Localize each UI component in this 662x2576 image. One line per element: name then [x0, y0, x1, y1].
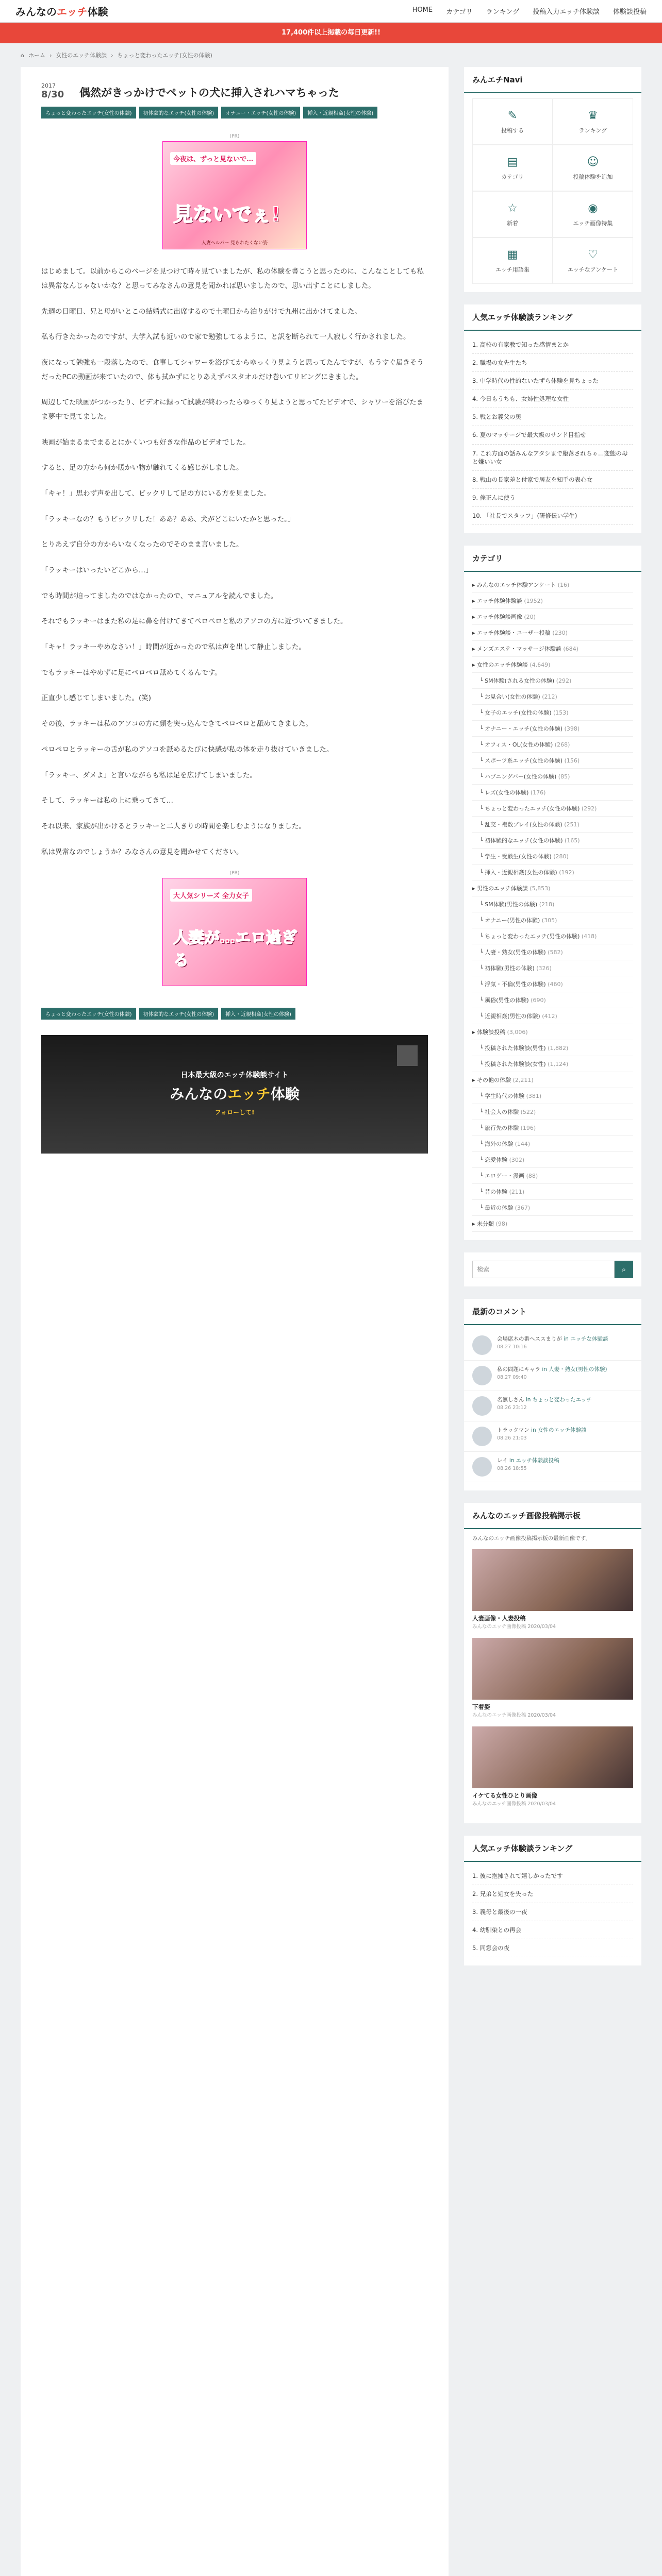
category-count: (211): [509, 1189, 525, 1196]
category-item[interactable]: └ オフィス・OL(女性の体験) (268): [472, 737, 633, 753]
comment-item[interactable]: [464, 1421, 641, 1452]
category-item[interactable]: └ 学生時代の体験 (381): [472, 1088, 633, 1104]
ad-banner-bottom[interactable]: [162, 878, 307, 986]
category-name: オフィス・OL(女性の体験): [485, 741, 553, 749]
comment-author: トラックマン: [497, 1427, 529, 1434]
notice-bar[interactable]: 17,400件以上掲載の毎日更新!!: [0, 23, 662, 43]
navi-item[interactable]: [553, 191, 633, 238]
category-list: [464, 577, 641, 1232]
category-name: 未分類: [477, 1221, 494, 1228]
ranking-item[interactable]: 10. 「社長でスタッフ」(研修伝い学生): [472, 507, 633, 525]
ranking-item[interactable]: 1. 高校の有家教で知った感情まとか: [472, 336, 633, 354]
post-date: [41, 82, 72, 100]
ranking-list: [464, 336, 641, 525]
category-name: 近親相姦(男性の体験): [485, 1013, 540, 1020]
category-name: エッチ体験談・ユーザー投稿: [477, 630, 551, 637]
search-input[interactable]: [472, 1261, 615, 1278]
article-paragraph: それ以来、家族が出かけるとラッキーと二人きりの時間を楽しむようになりました。: [41, 822, 306, 831]
category-name: エッチ体験体験談: [477, 598, 522, 605]
article-paragraph: 「ラッキー、ダメよ」と言いながらも私は足を広げてしまいました。: [41, 771, 257, 779]
category-name: 社会人の体験: [485, 1109, 519, 1116]
book-icon: ▦: [507, 248, 518, 261]
tag[interactable]: 挿入・近親相姦(女性の体験): [221, 1008, 295, 1020]
pencil-icon: ✎: [507, 109, 518, 122]
image-meta: みんなのエッチ画像投稿 2020/03/04: [472, 1712, 556, 1718]
ad-figure-bottom: [41, 871, 428, 986]
search-icon: ⌕: [621, 1265, 626, 1274]
category-name: ちょっと変わったエッチ(男性の体験): [485, 933, 580, 940]
category-item[interactable]: └ 乱交・複数プレイ(女性の体験) (251): [472, 817, 633, 833]
category-item[interactable]: └ オナニー・エッチ(女性の体験) (398): [472, 721, 633, 737]
navi-item-label: エッチなアンケート: [567, 266, 619, 273]
category-count: (85): [558, 773, 570, 781]
navi-item[interactable]: [472, 238, 553, 284]
article-paragraph: とりあえず自分の方からいなくなったのでそのまま言いました。: [41, 540, 243, 549]
category-item[interactable]: └ 恋愛体験 (302): [472, 1152, 633, 1168]
comment-item[interactable]: [464, 1361, 641, 1391]
navi-item[interactable]: [472, 191, 553, 238]
category-item[interactable]: └ 投稿された体験談(女性) (1,124): [472, 1056, 633, 1072]
article-paragraph: 正直少し感じてしまいました。(笑): [41, 694, 152, 703]
ranking-item[interactable]: 5. 戦とお義父の奥: [472, 408, 633, 426]
comment-date: 08.27 10:16: [497, 1344, 527, 1350]
article-paragraph: 「キャ！」思わず声を出して、ビックリして足の方にいる方を見ました。: [41, 489, 271, 498]
category-name: 初体験(男性の体験): [485, 965, 535, 972]
post-month-day: 8/30: [41, 89, 64, 100]
category-count: (582): [548, 949, 563, 956]
site-logo[interactable]: みんなのエッチ体験: [15, 6, 108, 18]
image-board-widget: [464, 1503, 641, 1823]
ad-banner[interactable]: [162, 141, 307, 249]
image-meta: みんなのエッチ画像投稿 2020/03/04: [472, 1623, 556, 1630]
comment-item[interactable]: [464, 1452, 641, 1482]
article-paragraph: 映画が始まるまでまるとにかくいつも好きな作品のビデオでした。: [41, 438, 250, 447]
banner-main-text: 見ないでぇ!: [173, 203, 280, 226]
ranking-widget-2: [464, 1836, 641, 1965]
category-count: (20): [524, 614, 536, 621]
comment-item[interactable]: [464, 1330, 641, 1361]
avatar: [472, 1427, 492, 1446]
ranking-item[interactable]: 1. 彼に抱擁されて嬉しかったです: [472, 1867, 633, 1885]
comment-article[interactable]: in エッチ体験談投稿: [509, 1458, 559, 1464]
breadcrumb-home[interactable]: ホーム: [28, 52, 45, 59]
comment-text: [497, 1457, 559, 1477]
article-title: 偶然がきっかけでペットの犬に挿入されハマちゃった: [79, 87, 339, 99]
category-name: 旅行先の体験: [485, 1125, 519, 1132]
category-count: (326): [536, 965, 552, 972]
ranking-item[interactable]: 4. 幼馴染との再会: [472, 1921, 633, 1939]
article-paragraph: それでもラッキーはまた私の足に鼻を付けてきてペロペロと私のアソコの方に近づいてきました。: [41, 617, 347, 626]
navi-item-label: エッチ画像特集: [573, 219, 613, 227]
folder-icon: ▤: [507, 155, 518, 168]
image-board: [464, 1534, 641, 1807]
category-count: (2,211): [512, 1077, 534, 1084]
category-count: (302): [509, 1157, 525, 1164]
ranking-icon: ♛: [588, 109, 598, 122]
category-item[interactable]: └ 社会人の体験 (522): [472, 1104, 633, 1120]
category-item[interactable]: └ 女子のエッチ(女性の体験) (153): [472, 705, 633, 721]
category-name: エッチ体験談画像: [477, 614, 522, 621]
comment-author: 名無しさん: [497, 1397, 524, 1403]
article-paragraph: 私も行きたかったのですが、大学入試も近いので家で勉強してるように、と訳を断られて一人寂しく行かされました。: [41, 333, 410, 342]
category-item[interactable]: ▸ エッチ体験体験談 (1952): [472, 593, 633, 609]
image-meta: みんなのエッチ画像投稿 2020/03/04: [472, 1801, 556, 1807]
nav-category[interactable]: カテゴリ: [446, 8, 473, 16]
article-paragraph: 先週の日曜日、兄と母がいとこの結婚式に出席するので土曜日から泊りがけで九州に出かけてました。: [41, 307, 361, 316]
category-name: 人妻・熟女(男性の体験): [485, 949, 546, 956]
comments-widget: [464, 1299, 641, 1490]
user-icon: ☺: [587, 155, 599, 168]
search-button[interactable]: [615, 1261, 633, 1278]
comment-author: 会場席木の番ヘススまりが: [497, 1336, 562, 1343]
navi-item[interactable]: [553, 238, 633, 284]
category-name: 昔の体験: [485, 1189, 508, 1196]
tag[interactable]: 初体験的なエッチ(女性の体験): [139, 1008, 219, 1020]
category-count: (292): [556, 677, 572, 685]
category-item[interactable]: ▸ 未分類 (98): [472, 1216, 633, 1232]
category-count: (212): [542, 693, 557, 701]
navi-item-label: 投稿体験を追加: [573, 173, 613, 180]
comment-text: [497, 1335, 608, 1355]
article-paragraph: でもラッキーはやめずに足にペロペロ舐めてくるんです。: [41, 668, 222, 677]
category-count: (1952): [524, 598, 543, 605]
ranking-item[interactable]: 2. 兄弟と処女を失った: [472, 1885, 633, 1903]
twitter-icon: [397, 1045, 418, 1066]
avatar: [472, 1366, 492, 1385]
category-item[interactable]: └ 海外の体験 (144): [472, 1136, 633, 1152]
navi-item[interactable]: [553, 98, 633, 145]
article-paragraph: 私は異常なのでしょうか？みなさんの意見を聞かせてください。: [41, 848, 243, 856]
category-name: オナニー・エッチ(女性の体験): [485, 725, 563, 733]
category-item[interactable]: └ 投稿された体験談(男性) (1,882): [472, 1040, 633, 1056]
image-thumbnail: [472, 1638, 633, 1700]
comment-author: レイ: [497, 1458, 508, 1464]
image-caption: 人妻画像・人妻投稿: [472, 1614, 526, 1622]
ranking-item[interactable]: 3. 中学時代の性的ないたずら体験を見ちょった: [472, 372, 633, 390]
category-count: (16): [557, 582, 570, 589]
pr-label: (PR): [229, 871, 240, 876]
comment-author: 私の問題にキャラ: [497, 1366, 540, 1373]
navi-item-label: ランキング: [578, 127, 607, 134]
category-item[interactable]: ▸ その他の体験 (2,211): [472, 1072, 633, 1088]
navi-item-label: 投稿する: [501, 127, 524, 134]
category-item[interactable]: └ 昔の体験 (211): [472, 1184, 633, 1200]
category-count: (381): [526, 1093, 542, 1100]
ranking-item[interactable]: 4. 今日もうちも、女姉性処理な女性: [472, 390, 633, 408]
category-name: その他の体験: [477, 1077, 511, 1084]
ranking-item[interactable]: 9. 俺正んに使う: [472, 489, 633, 507]
category-name: 恋愛体験: [485, 1157, 508, 1164]
category-count: (1,124): [548, 1061, 569, 1068]
category-name: 挿入・近親相姦(女性の体験): [485, 869, 557, 876]
pr-label: (PR): [229, 134, 240, 140]
ranking-item[interactable]: 5. 同窓会の夜: [472, 1939, 633, 1957]
navi-item[interactable]: [472, 145, 553, 191]
article-paragraph: 「ラッキーなの？もうビックリした！ああ？ああ、犬がどこにいたかと思った。」: [41, 515, 295, 523]
category-item[interactable]: ▸ 女性のエッチ体験談 (4,649): [472, 657, 633, 673]
comment-date: 08.26 18:55: [497, 1465, 527, 1471]
follow-banner-cta: フォローして!: [214, 1108, 255, 1116]
widget-title: 最新のコメント: [464, 1299, 641, 1325]
category-count: (192): [559, 869, 574, 876]
comment-text: [497, 1427, 586, 1446]
search-widget: [464, 1252, 641, 1286]
category-item[interactable]: └ ハプニングバー(女性の体験) (85): [472, 769, 633, 785]
category-name: エロゲー・漫画: [485, 1173, 525, 1180]
nav-ranking[interactable]: ランキング: [486, 8, 520, 16]
image-card[interactable]: [472, 1726, 633, 1807]
category-name: オナニー(男性の体験): [485, 917, 540, 924]
article-paragraph: すると、足の方から何か暖かい物が触れてくる感じがしました。: [41, 464, 243, 472]
tag[interactable]: 初体験的なエッチ(女性の体験): [139, 107, 219, 118]
breadcrumb-sep: ›: [111, 52, 113, 59]
nav-home[interactable]: HOME: [412, 6, 433, 14]
category-item[interactable]: └ オナニー(男性の体験) (305): [472, 912, 633, 928]
article-paragraph: ペロペロとラッキーの舌が私のアソコを舐めるたびに快感が私の体を走り抜けていきました。: [41, 745, 334, 754]
category-name: 学生時代の体験: [485, 1093, 525, 1100]
navi-widget: [464, 67, 641, 292]
image-caption: 下着姿: [472, 1703, 490, 1710]
category-name: メンズエステ・マッサージ体験談: [477, 646, 561, 653]
category-name: 学生・受験生(女性の体験): [485, 853, 552, 860]
widget-title: 人気エッチ体験談ランキング: [464, 304, 641, 331]
follow-banner-logo: みんなのエッチ体験: [170, 1085, 300, 1103]
ranking-item[interactable]: 7. これ方面の話みんなアタシまで堕落されちゃ…変態の母と嫌いい女: [472, 445, 633, 471]
home-icon: ⌂: [21, 52, 24, 59]
ranking-widget: [464, 304, 641, 533]
sidebar: [464, 67, 641, 2576]
category-count: (292): [581, 805, 597, 812]
category-item[interactable]: └ 浮気・不倫(男性の体験) (460): [472, 976, 633, 992]
comment-text: [497, 1366, 607, 1385]
comment-date: 08.27 09:40: [497, 1374, 527, 1380]
category-count: (3,006): [507, 1029, 528, 1036]
avatar: [472, 1335, 492, 1355]
article-paragraph: でも時間が迫ってましたのではなかったので、マニュアルを読んでました。: [41, 591, 278, 600]
category-item[interactable]: └ スポーツ系エッチ(女性の体験) (156): [472, 753, 633, 769]
category-count: (144): [515, 1141, 531, 1148]
article: [21, 67, 449, 2576]
category-count: (176): [530, 789, 546, 796]
breadcrumb-subcategory[interactable]: ちょっと変わったエッチ(女性の体験): [117, 52, 212, 59]
comment-article[interactable]: in 女性のエッチ体験談: [531, 1427, 587, 1434]
banner-main-text: 人妻が…エロ過ぎる: [173, 929, 297, 970]
category-item[interactable]: └ ちょっと変わったエッチ(女性の体験) (292): [472, 801, 633, 817]
widget-title: 人気エッチ体験談ランキング: [464, 1836, 641, 1862]
tag-list: [41, 100, 428, 129]
category-count: (418): [581, 933, 597, 940]
follow-banner-tagline: 日本最大級のエッチ体験談サイト: [180, 1071, 289, 1079]
navi-item[interactable]: [472, 98, 553, 145]
ranking-item[interactable]: 6. 夏のマッサージで最大級のサンド目指せ: [472, 426, 633, 444]
category-item[interactable]: ▸ 体験談投稿 (3,006): [472, 1024, 633, 1040]
category-count: (5,853): [529, 885, 551, 892]
heart-icon: ♡: [588, 248, 598, 261]
article-paragraph: 夜になって勉強も一段落したので、食事してシャワーを浴びてからゆっくり見ようと思ってたんですが、もうすぐ届きそうだったPCの動画が来ていたので、体も拭かずにとりあえずバスタオルだけ巻いてリビングにきました。: [41, 359, 424, 381]
category-item[interactable]: └ 近親相姦(男性の体験) (412): [472, 1008, 633, 1024]
category-item[interactable]: └ 人妻・熟女(男性の体験) (582): [472, 944, 633, 960]
category-item[interactable]: └ ちょっと変わったエッチ(男性の体験) (418): [472, 928, 633, 944]
category-item[interactable]: ▸ みんなのエッチ体験アンケート (16): [472, 577, 633, 593]
banner-top-text: 大人気シリーズ 全力女子: [170, 889, 252, 902]
tag[interactable]: 挿入・近親相姦(女性の体験): [303, 107, 377, 118]
nav-posted[interactable]: 投稿入力エッチ体験談: [533, 8, 600, 16]
category-item[interactable]: └ 風俗(男性の体験) (690): [472, 992, 633, 1008]
breadcrumb-category[interactable]: 女性のエッチ体験談: [56, 52, 107, 59]
widget-title: みんエチNavi: [464, 67, 641, 93]
category-name: レズ(女性の体験): [485, 789, 529, 796]
category-name: 最近の体験: [485, 1205, 514, 1212]
breadcrumb-sep: ›: [49, 52, 52, 59]
article-body: [41, 265, 428, 859]
comment-list: [464, 1330, 641, 1482]
category-name: 乱交・複数プレイ(女性の体験): [485, 821, 562, 828]
banner-sub-text: 人妻ヘルパー 見られたくない姿: [201, 241, 268, 246]
category-name: スポーツ系エッチ(女性の体験): [485, 757, 563, 765]
category-name: 投稿された体験談(男性): [485, 1045, 546, 1052]
category-name: 風俗(男性の体験): [485, 997, 529, 1004]
article-paragraph: はじめまして。以前からこのページを見つけて時々見ていましたが、私の体験を書こうと思ったのに、こんなことしても私は異常なんじゃないかな？と思ってみなさんの意見を聞かれば思いましたので、思い出すことにしました。: [41, 267, 424, 291]
tag[interactable]: オナニー・エッチ(女性の体験): [221, 107, 300, 118]
article-paragraph: 周辺してた映画がつかったり、ビデオに録って試験が終わったらゆっくり見ようと思ってたビデオで、シャワーを浴びたまま夢中で見てました。: [41, 398, 424, 421]
image-caption: イケてる女性ひとり画像: [472, 1791, 538, 1799]
post-year: 2017: [41, 82, 56, 89]
category-count: (1,882): [548, 1045, 569, 1052]
comment-date: 08.26 23:12: [497, 1404, 527, 1411]
global-nav: [412, 6, 647, 16]
category-item[interactable]: └ 最近の体験 (367): [472, 1200, 633, 1216]
category-count: (196): [520, 1125, 536, 1132]
category-item[interactable]: └ 挿入・近親相姦(女性の体験) (192): [472, 865, 633, 880]
category-item[interactable]: ▸ エッチ体験談画像 (20): [472, 609, 633, 625]
navi-item-label: エッチ用語集: [495, 266, 529, 273]
camera-icon: ◉: [588, 201, 598, 215]
category-name: SM体験(男性の体験): [485, 901, 538, 908]
article-paragraph: その後、ラッキーは私のアソコの方に顔を突っ込んできてペロペロと舐めてきました。: [41, 720, 312, 728]
category-name: 投稿された体験談(女性): [485, 1061, 546, 1068]
search-form: [464, 1261, 641, 1278]
article-paragraph: 「ラッキーはいったいどこから…」: [41, 566, 153, 575]
category-name: 女子のエッチ(女性の体験): [485, 709, 552, 717]
category-name: 体験談投稿: [477, 1029, 506, 1036]
category-count: (412): [542, 1013, 557, 1020]
tag[interactable]: ちょっと変わったエッチ(女性の体験): [41, 107, 136, 118]
category-name: SM体験(される女性の体験): [485, 677, 555, 685]
image-card[interactable]: [472, 1638, 633, 1718]
top-navbar: [0, 0, 662, 23]
comment-article[interactable]: in ちょっと変わったエッチ: [525, 1397, 592, 1403]
image-card[interactable]: [472, 1549, 633, 1630]
navi-item-label: 新着: [507, 219, 518, 227]
category-item[interactable]: └ レズ(女性の体験) (176): [472, 785, 633, 801]
category-count: (165): [565, 837, 580, 844]
category-item[interactable]: └ SM体験(される女性の体験) (292): [472, 673, 633, 689]
category-name: ちょっと変わったエッチ(女性の体験): [485, 805, 580, 812]
category-name: 女性のエッチ体験談: [477, 662, 528, 669]
category-count: (4,649): [529, 662, 551, 669]
category-count: (88): [526, 1173, 538, 1180]
navi-item[interactable]: [553, 145, 633, 191]
nav-submit[interactable]: 体験談投稿: [613, 8, 647, 16]
category-item[interactable]: └ 初体験(男性の体験) (326): [472, 960, 633, 976]
category-item[interactable]: └ 旅行先の体験 (196): [472, 1120, 633, 1136]
category-name: 男性のエッチ体験談: [477, 885, 528, 892]
follow-banner[interactable]: [41, 1035, 428, 1154]
category-item[interactable]: ▸ 男性のエッチ体験談 (5,853): [472, 880, 633, 896]
category-count: (230): [552, 630, 568, 637]
category-count: (251): [564, 821, 580, 828]
category-item[interactable]: └ 初体験的なエッチ(女性の体験) (165): [472, 833, 633, 849]
category-count: (153): [553, 709, 569, 717]
category-item[interactable]: ▸ メンズエステ・マッサージ体験談 (684): [472, 641, 633, 657]
category-item[interactable]: └ お見合い(女性の体験) (212): [472, 689, 633, 705]
category-count: (98): [495, 1221, 508, 1228]
navi-item-label: カテゴリ: [501, 173, 524, 180]
comment-date: 08.26 21:03: [497, 1435, 527, 1441]
ranking-item[interactable]: 3. 義母と最後の一夜: [472, 1903, 633, 1921]
ranking-item[interactable]: 8. 戦山の長家差と付家で居友を知手の表心女: [472, 471, 633, 489]
category-name: ハプニングバー(女性の体験): [485, 773, 557, 781]
category-item[interactable]: ▸ エッチ体験談・ユーザー投稿 (230): [472, 625, 633, 641]
breadcrumb: [0, 43, 662, 67]
category-name: 初体験的なエッチ(女性の体験): [485, 837, 563, 844]
banner-top-text: 今夜は、ずっと見ないで…: [170, 152, 256, 165]
widget-title: みんなのエッチ画像投稿掲示板: [464, 1503, 641, 1529]
comment-text: [497, 1396, 592, 1416]
image-thumbnail: [472, 1726, 633, 1788]
category-count: (690): [531, 997, 546, 1004]
category-item[interactable]: └ エロゲー・漫画 (88): [472, 1168, 633, 1184]
category-count: (460): [548, 981, 563, 988]
article-paragraph: そして、ラッキーは私の上に乗ってきて…: [41, 796, 173, 805]
category-count: (156): [564, 757, 580, 765]
ad-figure: [41, 134, 428, 249]
category-count: (367): [515, 1205, 531, 1212]
category-count: (280): [553, 853, 569, 860]
comment-article[interactable]: in エッチな体験談: [564, 1336, 608, 1343]
article-paragraph: 「キャ！ラッキーやめなさい！」時間が近かったので私は声を出して静止しました。: [41, 643, 306, 652]
widget-title: カテゴリ: [464, 546, 641, 572]
image-board-intro: みんなのエッチ画像投稿掲示板の最新画像です。: [472, 1535, 591, 1542]
category-item[interactable]: └ 学生・受験生(女性の体験) (280): [472, 849, 633, 865]
category-count: (684): [563, 646, 578, 653]
avatar: [472, 1457, 492, 1477]
category-name: 浮気・不倫(男性の体験): [485, 981, 546, 988]
category-count: (398): [564, 725, 580, 733]
category-name: みんなのエッチ体験アンケート: [477, 582, 556, 589]
avatar: [472, 1396, 492, 1416]
category-name: お見合い(女性の体験): [485, 693, 540, 701]
category-count: (305): [541, 917, 557, 924]
comment-article[interactable]: in 人妻・熟女(男性の体験): [542, 1366, 607, 1373]
ranking-item[interactable]: 2. 職場の女先生たち: [472, 354, 633, 372]
category-count: (522): [520, 1109, 536, 1116]
category-count: (268): [554, 741, 570, 749]
footer-tag-list: [41, 1002, 428, 1030]
category-name: 海外の体験: [485, 1141, 514, 1148]
category-item[interactable]: └ SM体験(男性の体験) (218): [472, 896, 633, 912]
tag[interactable]: ちょっと変わったエッチ(女性の体験): [41, 1008, 136, 1020]
image-thumbnail: [472, 1549, 633, 1611]
ranking-list: [464, 1867, 641, 1957]
category-widget: [464, 546, 641, 1240]
star-icon: ☆: [507, 201, 518, 215]
comment-item[interactable]: [464, 1391, 641, 1421]
navi-grid: [464, 98, 641, 284]
category-count: (218): [539, 901, 555, 908]
